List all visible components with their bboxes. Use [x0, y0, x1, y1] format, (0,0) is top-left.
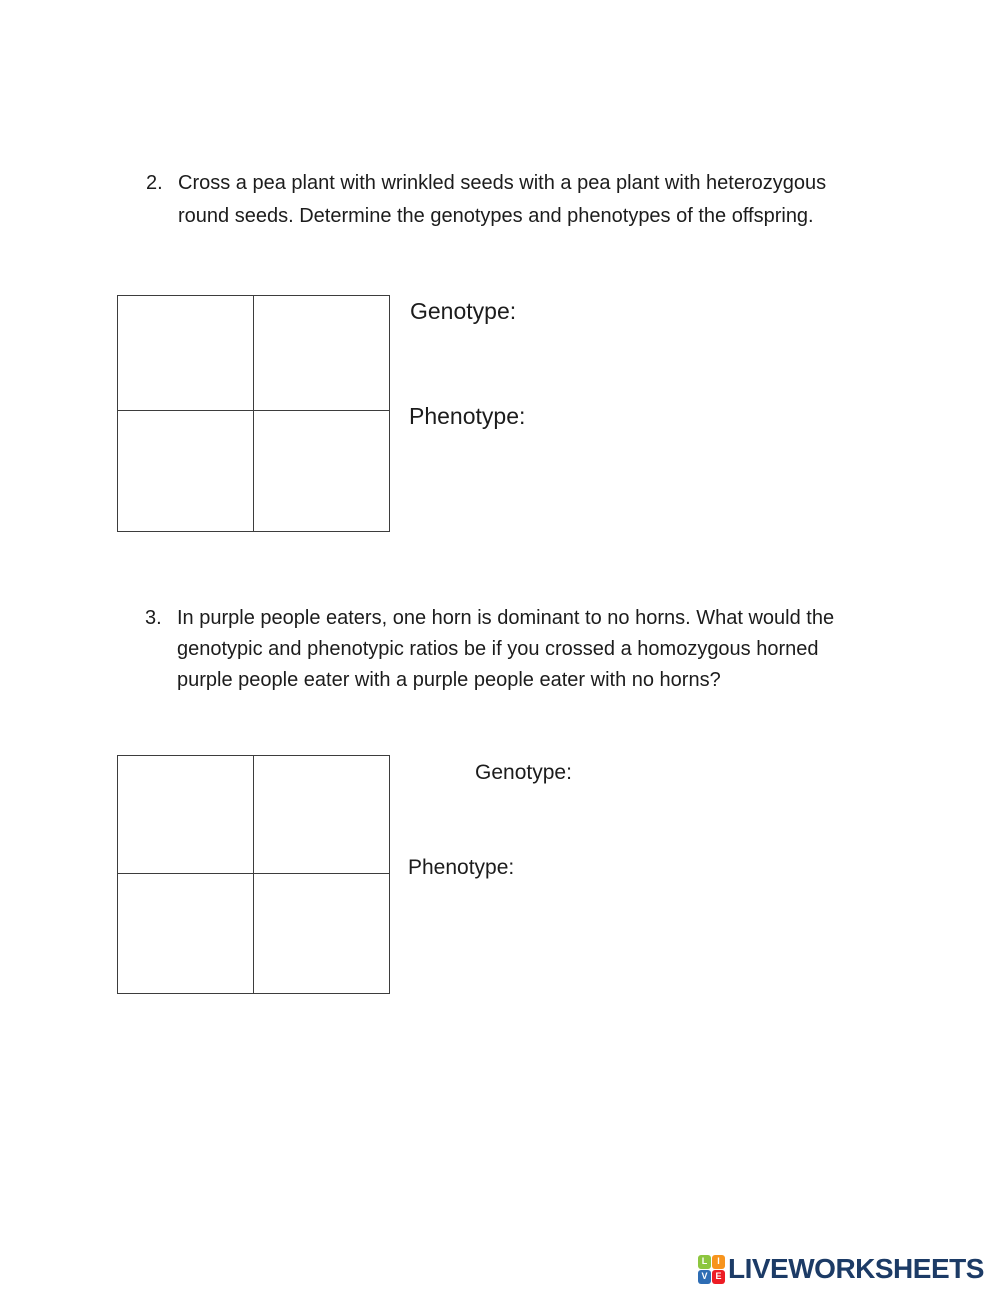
liveworksheets-logo[interactable] [698, 1252, 984, 1286]
punnett-q3-cell-bottom-left[interactable] [118, 874, 254, 993]
question-3-number: 3. [145, 607, 162, 629]
q2-genotype-label: Genotype: [410, 298, 517, 324]
q2-phenotype-label: Phenotype: [409, 403, 526, 429]
punnett-square-q2 [117, 295, 390, 532]
logo-tile-v: V [698, 1270, 711, 1284]
question-2-text [178, 167, 826, 233]
question-2-text-line-1: Cross a pea plant with wrinkled seeds with a pea plant with heterozygous [178, 172, 827, 194]
question-3 [145, 603, 834, 696]
question-2 [146, 167, 826, 233]
question-3-text [177, 603, 834, 696]
q3-phenotype-label: Phenotype: [408, 856, 515, 879]
liveworksheets-wordmark: LIVEWORKSHEETS [728, 1253, 984, 1284]
logo-tile-i: I [712, 1255, 725, 1269]
logo-tile-e: E [712, 1270, 725, 1284]
punnett-q2-cell-top-left[interactable] [118, 296, 254, 411]
punnett-q3-cell-top-left[interactable] [118, 756, 254, 874]
question-3-text-line-3: purple people eater with a purple people eater with no horns? [177, 669, 721, 691]
punnett-q3-cell-top-right[interactable] [254, 756, 389, 874]
punnett-q2-cell-top-right[interactable] [254, 296, 389, 411]
punnett-q3-cell-bottom-right[interactable] [254, 874, 389, 993]
logo-tile-l: L [698, 1255, 711, 1269]
q3-genotype-label: Genotype: [475, 761, 572, 784]
question-2-number: 2. [146, 172, 163, 194]
liveworksheets-tiles-icon [698, 1255, 725, 1284]
question-3-text-line-2: genotypic and phenotypic ratios be if you crossed a homozygous horned [177, 638, 819, 660]
question-2-text-line-2: round seeds. Determine the genotypes and phenotypes of the offspring. [178, 205, 814, 227]
punnett-q2-cell-bottom-left[interactable] [118, 411, 254, 531]
punnett-square-q3 [117, 755, 390, 994]
question-3-text-line-1: In purple people eaters, one horn is dominant to no horns. What would the [177, 607, 835, 629]
punnett-q2-cell-bottom-right[interactable] [254, 411, 389, 531]
